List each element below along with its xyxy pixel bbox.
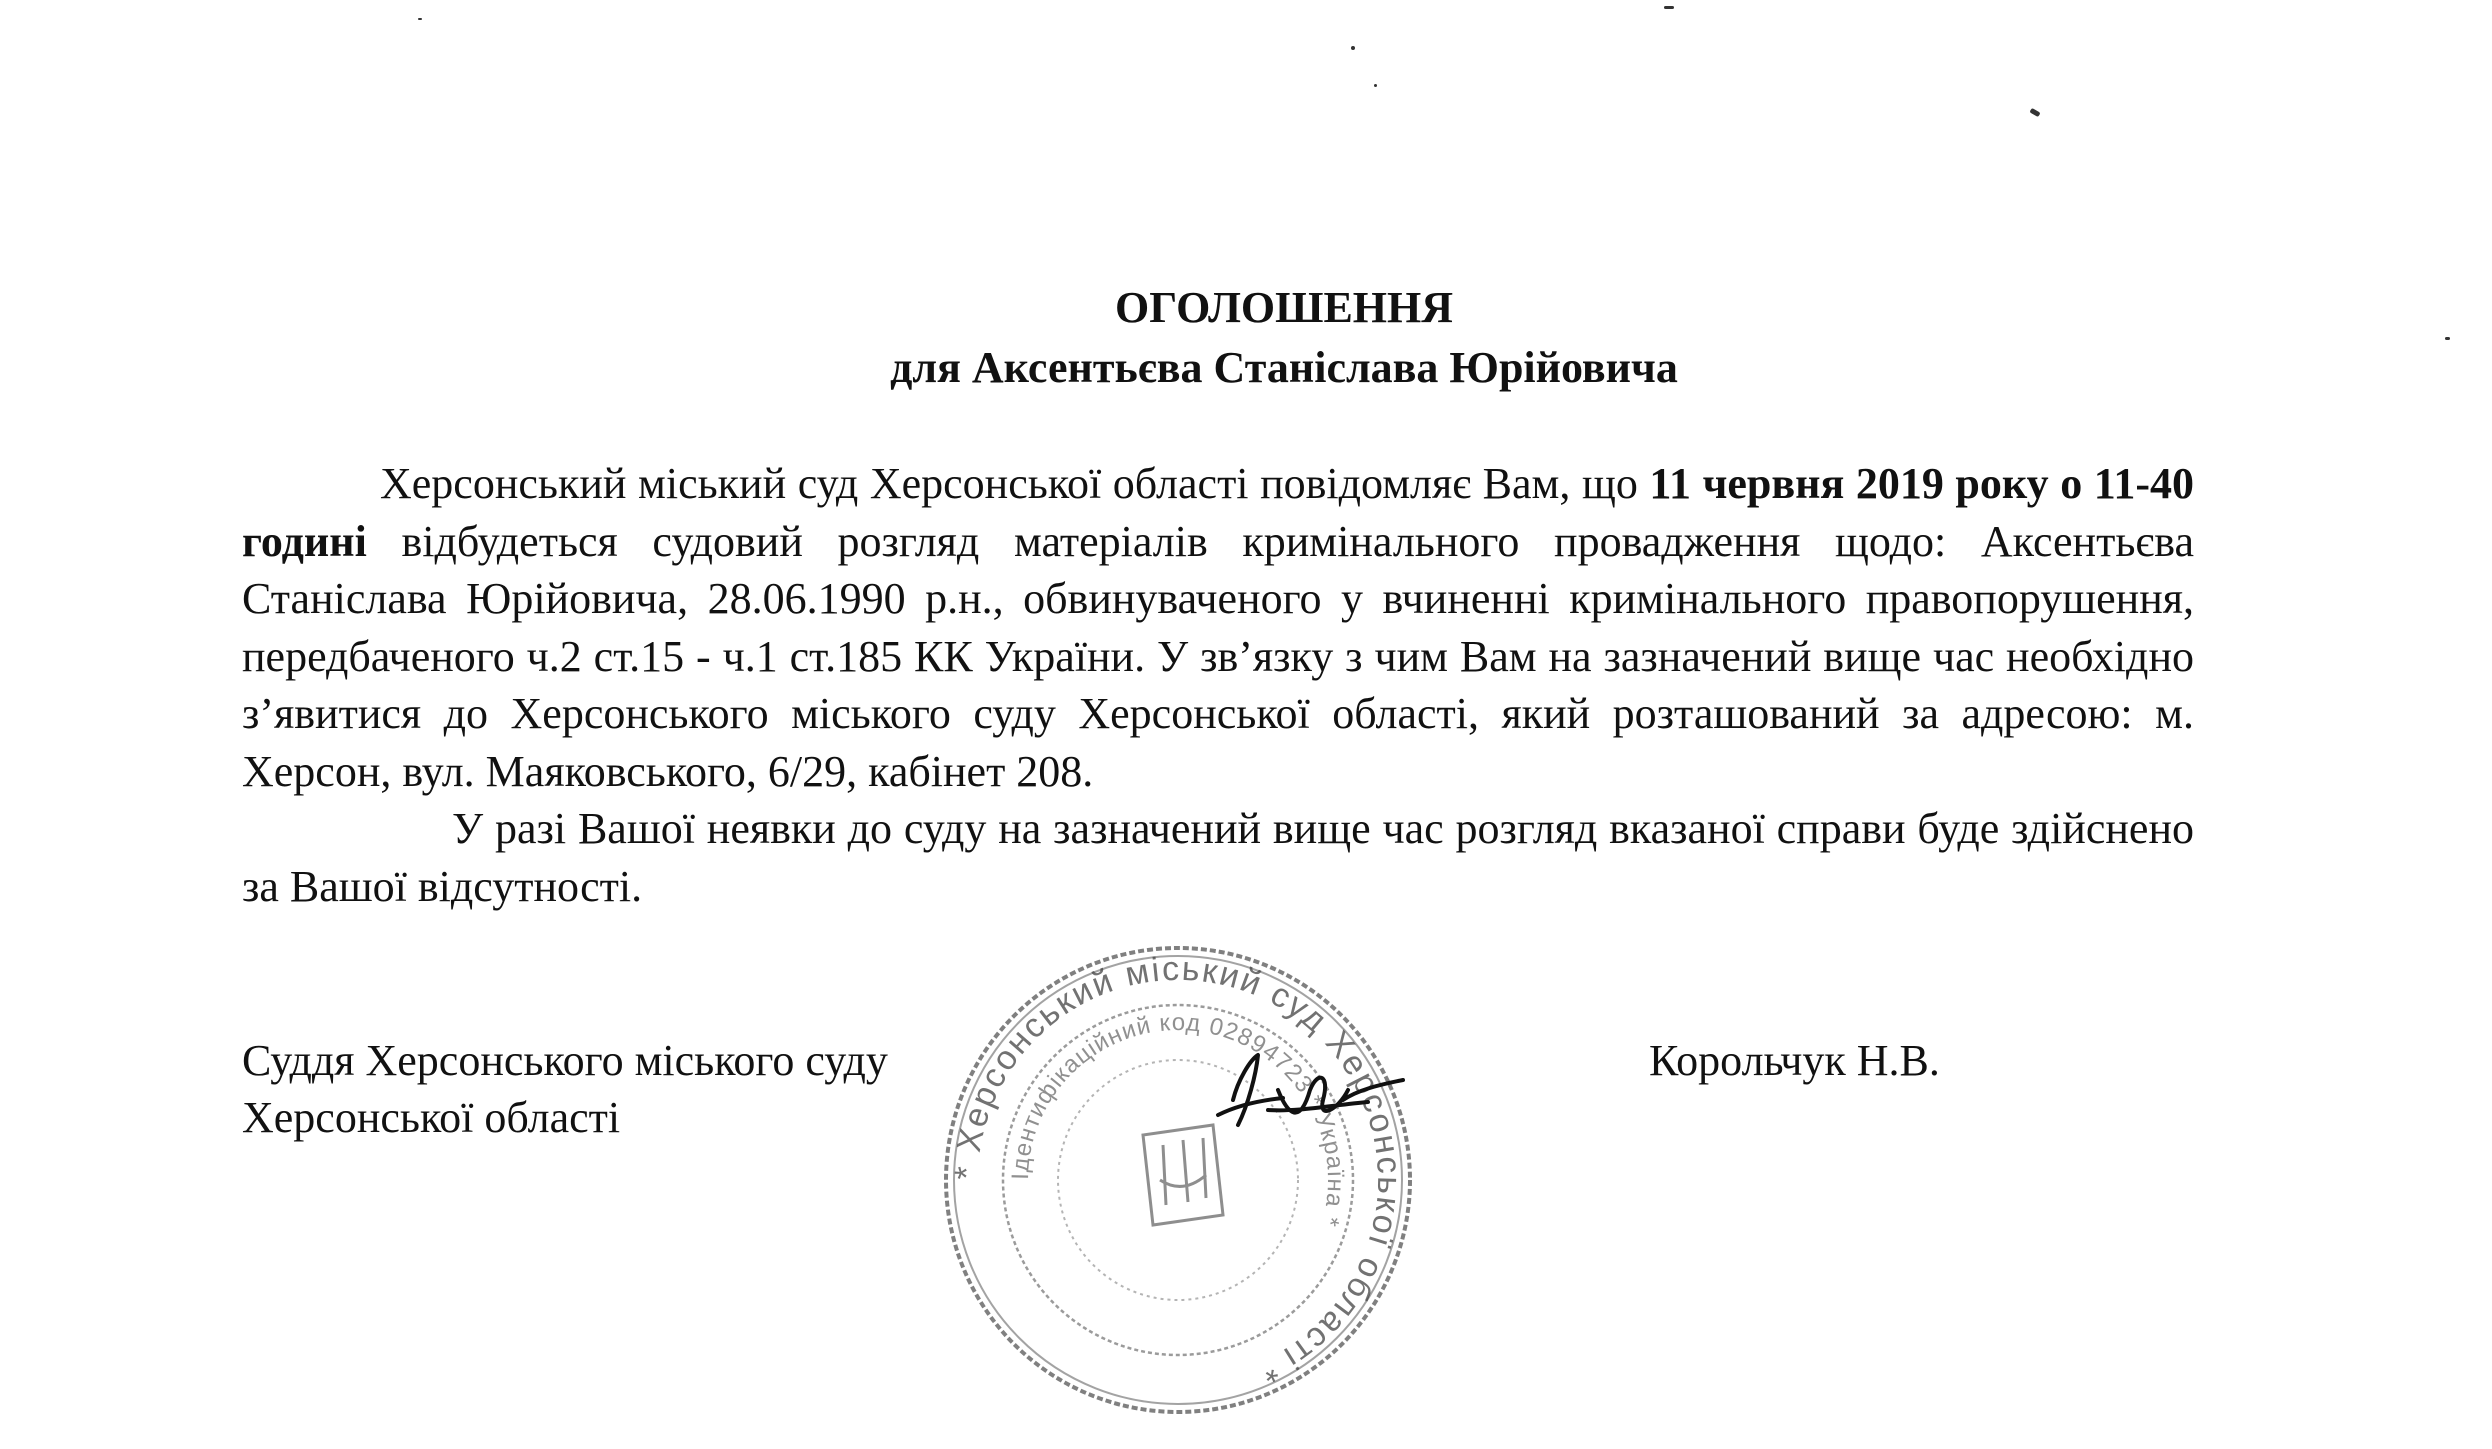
seal-outer-text: * Херсонський міський суд Херсонської області * (947, 949, 1409, 1392)
document-body (242, 455, 2194, 915)
notice-text-intro: Херсонський міський суд Херсонської області повідомляє Вам, що (380, 459, 1650, 508)
seal-inner-text: Ідентифікаційний код 02894723 * Україна * (1006, 1008, 1350, 1230)
scan-speck (1374, 84, 1377, 87)
judge-position (242, 1032, 888, 1146)
court-seal (938, 940, 1418, 1420)
notice-text-details: відбудеться судовий розгляд матеріалів кримінального провадження щодо: Аксентьєва Станіслава Юрійовича, 28.06.1990 р.н., обвинуваченого у вчиненні кримінального правопорушення, передбаченого ч.2 ст.15 - ч.1 ст.185 КК України. У зв’язку з чим Вам на зазначений вище час необхідно з’явитися до Херсонського міського суду Херсонської області, який розташований за адресою: м. Херсон, вул. Маяковського, 6/29, кабінет 208. (242, 516, 2194, 796)
document-subtitle: для Аксентьєва Станіслава Юрійовича (890, 343, 1678, 392)
scan-speck (2445, 337, 2450, 340)
scan-speck (418, 18, 422, 20)
judge-position-line1: Суддя Херсонського міського суду (242, 1036, 888, 1085)
scan-speck (1351, 46, 1355, 50)
emblem-icon (1143, 1125, 1223, 1225)
hearing-datetime: 11 червня 2019 року о 11-40 годині (242, 459, 2194, 566)
judge-name: Корольчук Н.В. (1649, 1036, 1940, 1085)
scan-speck (2029, 108, 2040, 117)
notice-paragraph (242, 455, 2194, 800)
judge-position-line2: Херсонської області (242, 1093, 621, 1142)
document-title: ОГОЛОШЕННЯ (1114, 283, 1454, 332)
absence-paragraph: У разі Вашої неявки до суду на зазначений вище час розгляд вказаної справи буде здійснено за Вашої відсутності. (242, 804, 2194, 911)
scan-speck (1664, 6, 1674, 9)
